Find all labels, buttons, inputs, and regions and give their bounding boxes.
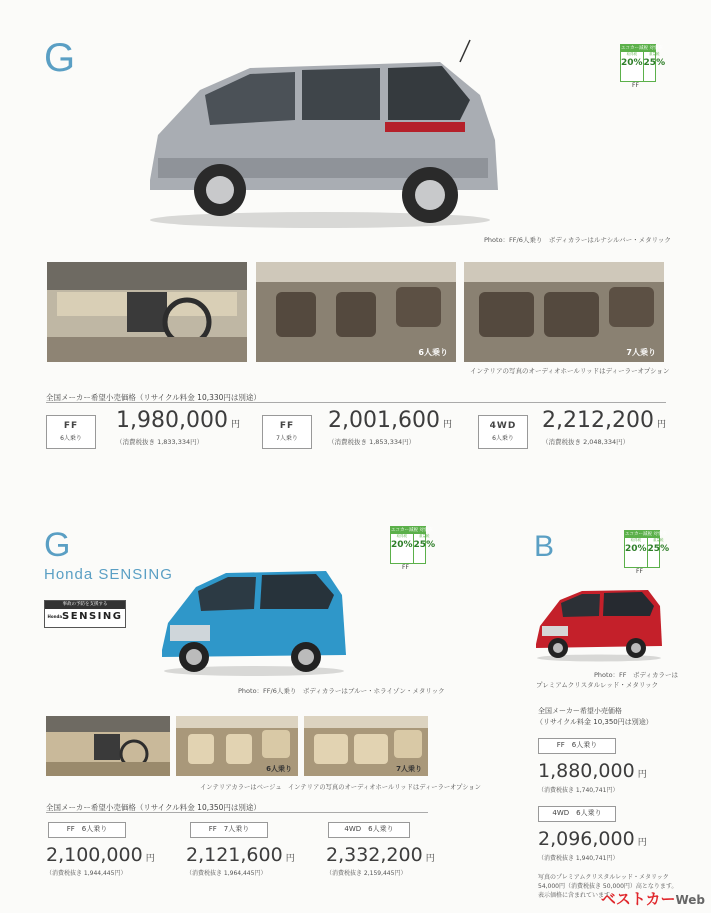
seats-label: 6人乗り [492, 435, 514, 442]
price-value [542, 408, 666, 433]
price-excl-tax: （消費税抜き 1,853,334円） [328, 438, 416, 446]
price-unit: 円 [637, 770, 647, 780]
seat-tag: 6人乗り [418, 348, 448, 357]
eco-value: 20% [391, 540, 413, 550]
eco-value: 20% [621, 58, 643, 68]
price-value [116, 408, 240, 433]
price-number: 2,212,200 [542, 408, 654, 433]
price-unit: 円 [230, 420, 240, 430]
car-photo-silver [130, 40, 510, 230]
b-note-line3: 表示価格に含まれています。 [538, 892, 616, 899]
price-value [328, 408, 452, 433]
price-value [538, 760, 647, 782]
interior-photo-dashboard [47, 262, 247, 362]
sensing-word: SENSING [62, 611, 123, 622]
honda-sensing-subtitle: Honda SENSING [44, 566, 173, 583]
eco-drive-label: FF [402, 564, 409, 571]
price-excl-tax: （消費税抜き 1,833,334円） [116, 438, 204, 446]
price-unit: 円 [145, 854, 155, 864]
interior-photo-6seat [256, 262, 456, 362]
price-box [538, 806, 616, 822]
watermark-web: Web [675, 893, 705, 907]
eco-drive-label: FF [632, 82, 639, 89]
seats-label: 6人乗り [60, 435, 82, 442]
price-box-label: 4WD 6人乗り [552, 809, 602, 817]
grade-b-title: B [534, 530, 555, 563]
interior-photo-6seat [176, 716, 298, 776]
b-note-line1: 写真のプレミアムクリスタルレッド・メタリック [538, 874, 669, 881]
price-header: 全国メーカー希望小売価格（リサイクル料金 10,350円は別途） [46, 803, 261, 812]
sensing-badge-bar: 事故の予防を支援する [45, 601, 125, 609]
eco-label: 重量税 [653, 538, 664, 542]
drive-label: FF [63, 421, 79, 431]
price-header: 全国メーカー希望小売価格 [538, 707, 622, 715]
price-value [46, 844, 155, 866]
eco-value: 20% [625, 544, 647, 554]
price-box-label: FF 6人乗り [556, 741, 598, 749]
seat-tag: 6人乗り [266, 765, 292, 773]
price-box [328, 822, 410, 838]
price-value [538, 828, 647, 850]
interior-note: インテリアの写真のオーディオホールリッドはディーラーオプション [470, 367, 670, 375]
divider [46, 812, 428, 813]
eco-value: 25% [413, 540, 436, 550]
eco-label: 取得税 [396, 534, 408, 538]
price-excl-tax: （消費税抜き 2,048,334円） [542, 438, 630, 446]
interior-photo-dashboard [46, 716, 170, 776]
grade-g-sensing-title: G [44, 526, 71, 564]
eco-label: 重量税 [419, 534, 430, 538]
drive-label: 4WD [489, 421, 517, 431]
eco-badge-top [620, 44, 666, 82]
price-box-label: FF 7人乗り [208, 825, 250, 833]
price-excl-tax: （消費税抜き 1,740,741円） [538, 787, 619, 794]
price-value [186, 844, 295, 866]
price-excl-tax: （消費税抜き 1,964,445円） [186, 870, 267, 877]
drive-label: FF [279, 421, 295, 431]
seats-label: 7人乗り [276, 435, 298, 442]
photo-caption-line2: プレミアムクリスタルレッド・メタリック [536, 681, 659, 689]
seat-tag: 7人乗り [626, 348, 656, 357]
price-box [262, 415, 312, 449]
price-unit: 円 [285, 854, 295, 864]
price-header-sub: （リサイクル料金 10,350円は別途） [536, 718, 653, 726]
photo-caption: Photo：FF/6人乗り ボディカラーはブルー・ホライゾン・メタリック [238, 687, 445, 695]
eco-label: 取得税 [630, 538, 642, 542]
eco-badge-sensing [390, 526, 436, 564]
car-photo-blue [156, 565, 352, 677]
watermark-logo [601, 888, 705, 909]
price-unit: 円 [442, 420, 452, 430]
eco-badge-title: エコカー減税 対象車 [625, 532, 667, 537]
price-unit: 円 [637, 838, 647, 848]
honda-sensing-badge [44, 600, 126, 628]
price-unit: 円 [656, 420, 666, 430]
eco-label: 重量税 [649, 52, 660, 56]
price-number: 2,100,000 [46, 844, 143, 866]
price-box-label: FF 6人乗り [66, 825, 108, 833]
price-number: 2,332,200 [326, 844, 423, 866]
photo-caption: Photo：FF/6人乗り ボディカラーはルナシルバー・メタリック [484, 236, 671, 244]
b-note-line2: 54,000円（消費税抜き 50,000円）高となります。 [538, 883, 678, 890]
price-box [46, 415, 96, 449]
price-unit: 円 [425, 854, 435, 864]
interior-photo-7seat [464, 262, 664, 362]
price-box [48, 822, 126, 838]
price-box [478, 415, 528, 449]
eco-badge-title: エコカー減税 対象車 [391, 528, 433, 533]
interior-photo-7seat [304, 716, 428, 776]
interior-note: インテリアカラーはベージュ インテリアの写真のオーディオホールリッドはディーラーオプション [200, 784, 481, 791]
price-box [190, 822, 268, 838]
sensing-brand: Honda [47, 614, 63, 619]
price-number: 1,880,000 [538, 760, 635, 782]
price-header: 全国メーカー希望小売価格（リサイクル料金 10,330円は別途） [46, 393, 261, 402]
eco-value: 25% [647, 544, 670, 554]
eco-badge-title: エコカー減税 対象車 [621, 46, 663, 51]
price-excl-tax: （消費税抜き 1,944,445円） [46, 870, 127, 877]
price-number: 2,096,000 [538, 828, 635, 850]
price-number: 2,121,600 [186, 844, 283, 866]
car-photo-red [532, 586, 666, 662]
price-excl-tax: （消費税抜き 1,940,741円） [538, 855, 619, 862]
seat-tag: 7人乗り [396, 765, 422, 773]
price-box [538, 738, 616, 754]
eco-drive-label: FF [636, 568, 643, 575]
price-number: 1,980,000 [116, 408, 228, 433]
price-excl-tax: （消費税抜き 2,159,445円） [326, 870, 407, 877]
watermark-main: ベストカー [600, 890, 676, 908]
eco-value: 25% [643, 58, 666, 68]
price-box-label: 4WD 6人乗り [344, 825, 394, 833]
price-value [326, 844, 435, 866]
photo-caption-line1: Photo：FF ボディカラーは [594, 671, 678, 679]
eco-label: 取得税 [626, 52, 638, 56]
divider [46, 402, 666, 403]
eco-badge-b [624, 530, 670, 568]
price-number: 2,001,600 [328, 408, 440, 433]
grade-g-title: G [44, 36, 76, 80]
